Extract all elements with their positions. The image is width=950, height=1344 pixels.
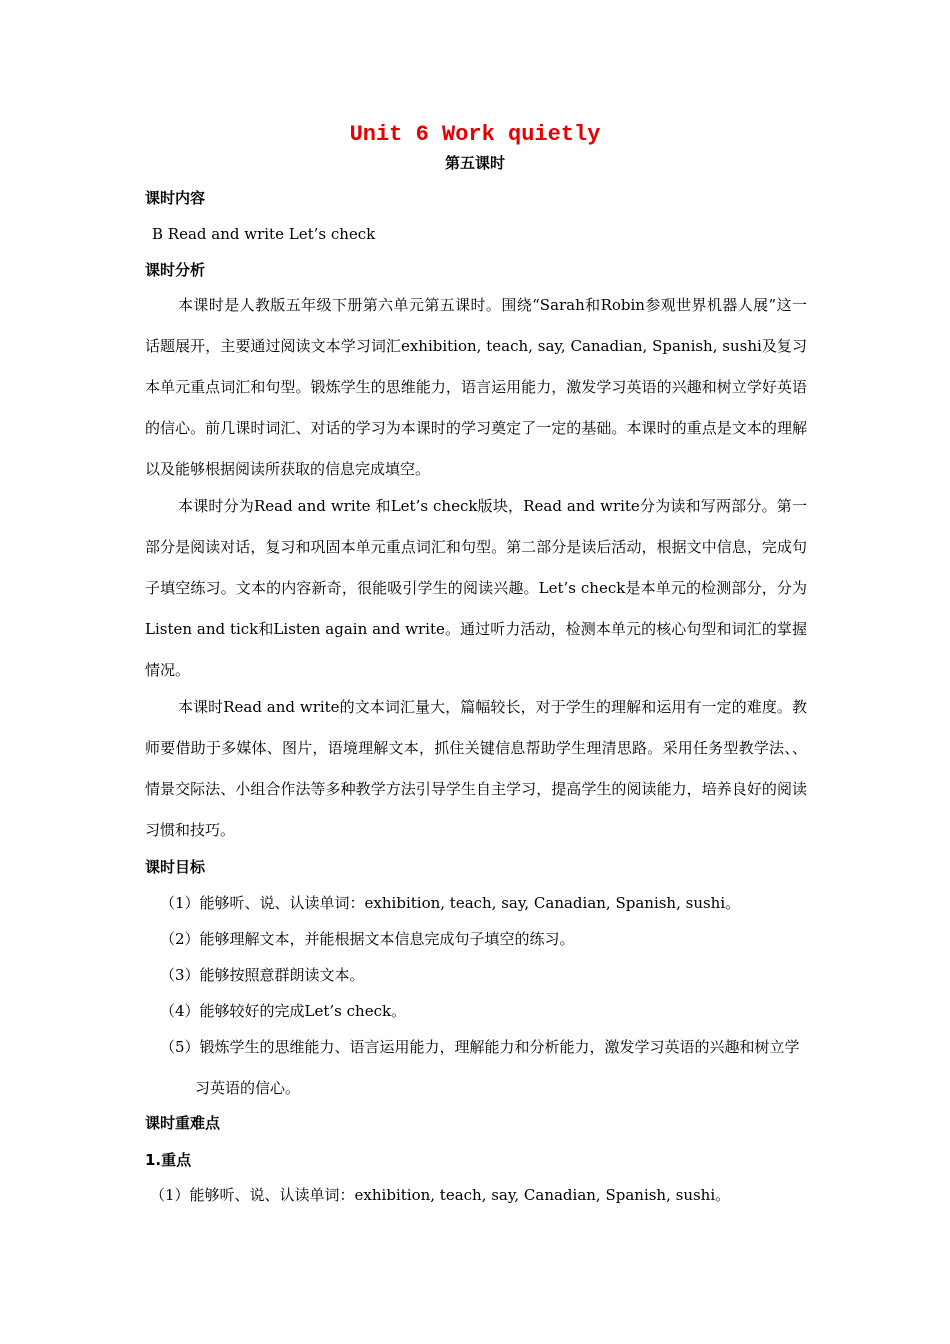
goal-item: （5）锻炼学生的思维能力、语言运用能力，理解能力和分析能力，激发学习英语的兴趣和树立学习英语的信心。 xyxy=(160,1038,800,1097)
analysis-paragraph-2: 本课时分为Read and write 和Let’s check版块，Read and write分为读和写两部分。第一部分是阅读对话，复习和巩固本单元重点词汇和句型。第二部分是读后活动，根据文中信息，完成句子填空练习。文本的内容新奇，很能吸引学生的阅读兴趣。Let’s check是本单元的检测部分，分为Listen and tick和Listen again and write。通过听力活动，检测本单元的核心句型和词汇的掌握情况。 xyxy=(145,497,807,679)
goal-item: （4）能够较好的完成Let’s check。 xyxy=(160,1002,407,1020)
goals-heading: 课时目标 xyxy=(145,858,206,876)
document-title: Unit 6 Work quietly xyxy=(349,122,601,147)
analysis-paragraph-1: 本课时是人教版五年级下册第六单元第五课时。围绕“Sarah和Robin参观世界机器人展”这一话题展开，主要通过阅读文本学习词汇exhibition, teach, say, Canadian, Spanish, sushi及复习本单元重点词汇和句型。锻炼学生的思维能力，语言运用能力，激发学习英语的兴趣和树立学好英语的信心。前几课时词汇、对话的学习为本课时的学习奠定了一定的基础。本课时的重点是文本的理解以及能够根据阅读所获取的信息完成填空。 xyxy=(145,296,807,478)
key-item: （1）能够听、说、认读单词：exhibition, teach, say, Canadian, Spanish, sushi。 xyxy=(150,1186,731,1204)
goal-item: （1）能够听、说、认读单词：exhibition, teach, say, Canadian, Spanish, sushi。 xyxy=(160,894,741,912)
document-subtitle: 第五课时 xyxy=(444,154,505,172)
goal-item: （2）能够理解文本，并能根据文本信息完成句子填空的练习。 xyxy=(160,930,575,948)
key-subheading: 1.重点 xyxy=(145,1151,192,1169)
analysis-paragraph-3: 本课时Read and write的文本词汇量大，篇幅较长，对于学生的理解和运用有一定的难度。教师要借助于多媒体、图片，语境理解文本，抓住关键信息帮助学生理清思路。采用任务型教学法、、情景交际法、小组合作法等多种教学方法引导学生自主学习，提高学生的阅读能力，培养良好的阅读习惯和技巧。 xyxy=(145,698,807,839)
content-text: B Read and write Let’s check xyxy=(152,225,376,243)
key-heading: 课时重难点 xyxy=(145,1114,221,1132)
goal-item: （3）能够按照意群朗读文本。 xyxy=(160,966,365,984)
content-heading: 课时内容 xyxy=(145,189,206,207)
analysis-heading: 课时分析 xyxy=(145,261,206,279)
